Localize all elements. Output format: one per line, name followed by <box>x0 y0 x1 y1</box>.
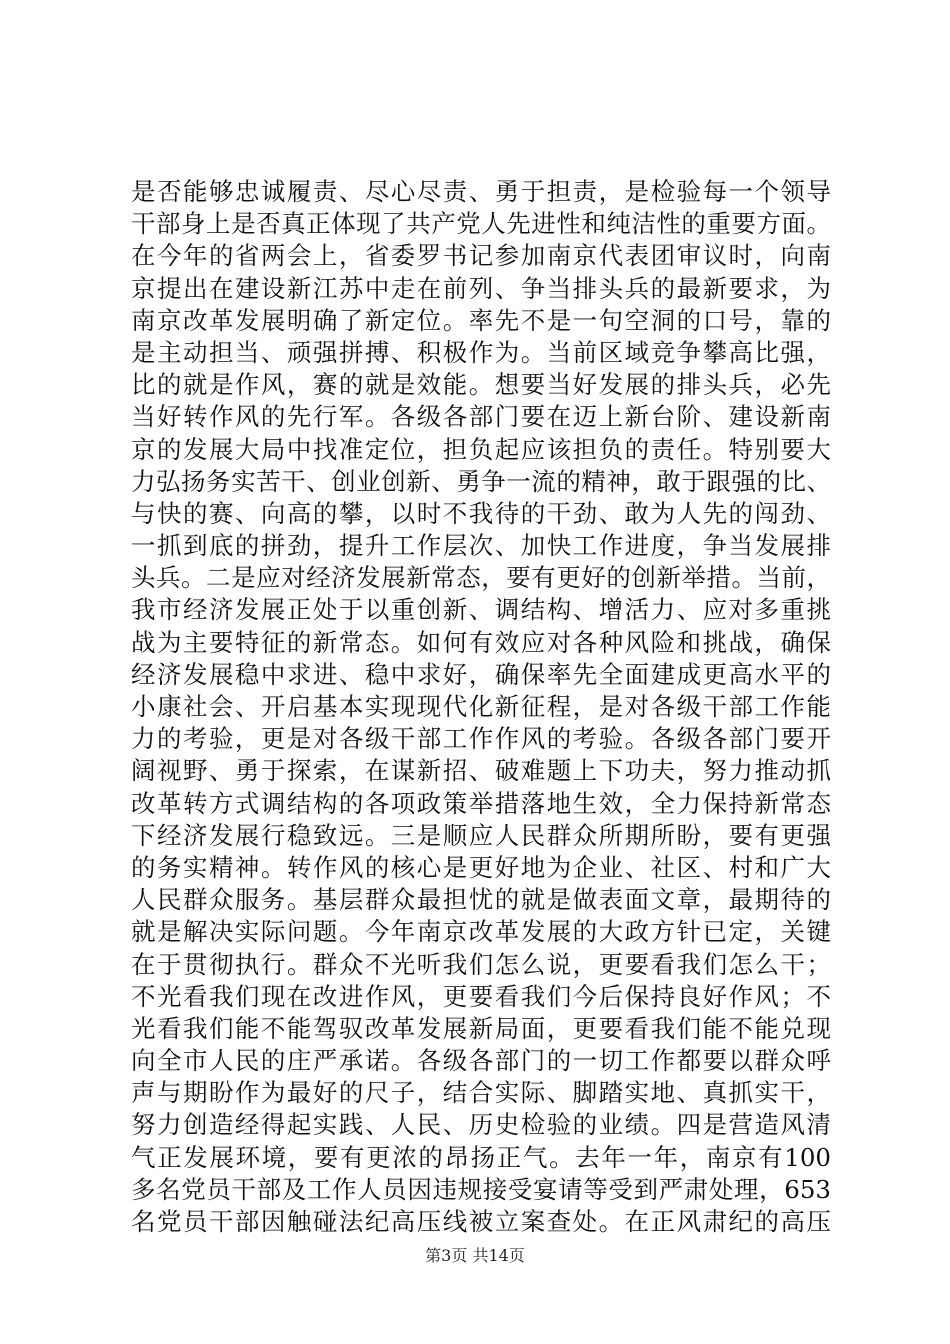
text-line: 名党员干部因触碰法纪高压线被立案查处。在正风肃纪的高压 <box>131 1207 831 1236</box>
text-line: 当好转作风的先行军。各级各部门要在迈上新台阶、建设新南 <box>131 402 831 432</box>
text-line: 战为主要特征的新常态。如何有效应对各种风险和挑战，确保 <box>131 627 831 657</box>
text-line: 京提出在建设新江苏中走在前列、争当排头兵的最新要求，为 <box>131 273 831 303</box>
text-line: 在今年的省两会上，省委罗书记参加南京代表团审议时，向南 <box>131 241 831 271</box>
text-line: 是主动担当、顽强拼搏、积极作为。当前区域竞争攀高比强， <box>131 337 831 367</box>
text-line: 与快的赛、向高的攀，以时不我待的干劲、敢为人先的闯劲、 <box>131 498 831 528</box>
text-line: 我市经济发展正处于以重创新、调结构、增活力、应对多重挑 <box>131 595 831 625</box>
text-line: 头兵。二是应对经济发展新常态，要有更好的创新举措。当前， <box>131 563 831 593</box>
text-line: 是否能够忠诚履责、尽心尽责、勇于担责，是检验每一个领导 <box>131 177 831 206</box>
text-line: 努力创造经得起实践、人民、历史检验的业绩。四是营造风清 <box>131 1110 831 1140</box>
text-line: 就是解决实际问题。今年南京改革发展的大政方针已定，关键 <box>131 917 831 947</box>
body-paragraph <box>131 176 831 1238</box>
text-line: 小康社会、开启基本实现现代化新征程，是对各级干部工作能 <box>131 692 831 721</box>
text-line: 向全市人民的庄严承诺。各级各部门的一切工作都要以群众呼 <box>131 1046 831 1076</box>
text-line: 的务实精神。转作风的核心是更好地为企业、社区、村和广大 <box>131 852 831 882</box>
text-line: 干部身上是否真正体现了共产党人先进性和纯洁性的重要方面。 <box>131 209 831 239</box>
text-line: 阔视野、勇于探索，在谋新招、破难题上下功夫，努力推动抓 <box>131 756 831 786</box>
text-line: 力弘扬务实苦干、创业创新、勇争一流的精神，敢于跟强的比、 <box>131 466 831 496</box>
text-line: 在于贯彻执行。群众不光听我们怎么说，更要看我们怎么干； <box>131 949 831 979</box>
text-line: 改革转方式调结构的各项政策举措落地生效，全力保持新常态 <box>131 788 831 818</box>
text-line: 一抓到底的拼劲，提升工作层次、加快工作进度，争当发展排 <box>131 531 831 561</box>
text-line: 声与期盼作为最好的尺子，结合实际、脚踏实地、真抓实干， <box>131 1078 831 1108</box>
text-line: 人民群众服务。基层群众最担忧的就是做表面文章，最期待的 <box>131 885 831 915</box>
text-line: 力的考验，更是对各级干部工作作风的考验。各级各部门要开 <box>131 724 831 754</box>
text-line: 气正发展环境，要有更浓的昂扬正气。去年一年，南京有100 <box>131 1142 831 1172</box>
text-line: 不光看我们现在改进作风，更要看我们今后保持良好作风；不 <box>131 981 831 1011</box>
text-line: 京的发展大局中找准定位，担负起应该担负的责任。特别要大 <box>131 434 831 464</box>
text-line: 多名党员干部及工作人员因违规接受宴请等受到严肃处理，653 <box>131 1174 831 1204</box>
text-line: 光看我们能不能驾驭改革发展新局面，更要看我们能不能兑现 <box>131 1013 831 1043</box>
text-line: 南京改革发展明确了新定位。率先不是一句空洞的口号，靠的 <box>131 305 831 335</box>
text-line: 比的就是作风，赛的就是效能。想要当好发展的排头兵，必先 <box>131 370 831 400</box>
page-footer: 第3页 共14页 <box>425 1246 525 1265</box>
text-line: 下经济发展行稳致远。三是顺应人民群众所期所盼，要有更强 <box>131 820 831 850</box>
text-line: 经济发展稳中求进、稳中求好，确保率先全面建成更高水平的 <box>131 659 831 689</box>
